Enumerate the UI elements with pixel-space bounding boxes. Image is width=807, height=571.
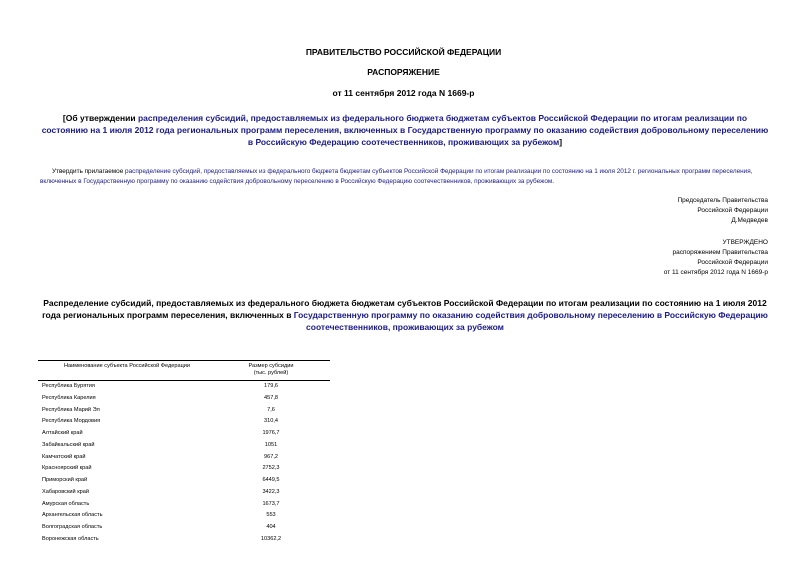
document-type-heading: РАСПОРЯЖЕНИЕ xyxy=(367,67,440,77)
table-row xyxy=(38,522,330,534)
region-column-header: Наименование субъекта Российской Федерации xyxy=(38,361,212,381)
approved-country: Российской Федерации xyxy=(697,259,768,266)
amount-cell: 179,6 xyxy=(264,383,278,389)
region-cell: Забайкальский край xyxy=(42,441,95,448)
amount-cell: 1673,7 xyxy=(262,500,280,507)
table-row xyxy=(38,428,330,440)
region-cell: Республика Карелия xyxy=(42,394,96,401)
signature-country: Российской Федерации xyxy=(697,207,768,214)
amount-cell: 1051 xyxy=(264,441,278,448)
approved-by: распоряжением Правительства xyxy=(672,249,768,256)
approved-date: от 11 сентября 2012 года N 1669-р xyxy=(663,269,768,276)
region-cell: Камчатский край xyxy=(42,453,86,460)
table-row xyxy=(38,510,330,522)
table-row xyxy=(38,463,330,475)
table-row xyxy=(38,381,330,393)
approval-prefix: Утвердить прилагаемое xyxy=(52,168,126,175)
amount-cell: 3422,3 xyxy=(262,488,280,495)
region-cell: Алтайский край xyxy=(42,430,83,436)
signature-name: Д.Медведев xyxy=(731,217,768,224)
table-row xyxy=(38,440,330,452)
region-cell: Воронежская область xyxy=(42,535,99,542)
amount-cell: 7,6 xyxy=(267,406,275,413)
approved-block xyxy=(664,238,768,278)
amount-column-header xyxy=(212,361,330,381)
region-cell: Архангельская область xyxy=(42,512,103,519)
approval-suffix: . xyxy=(552,178,555,185)
table-row xyxy=(38,534,330,546)
amount-cell: 457,8 xyxy=(264,394,278,401)
document-date: от 11 сентября 2012 года N 1669-р xyxy=(332,88,475,98)
amount-cell: 1976,7 xyxy=(262,430,280,436)
distribution-title-link[interactable]: Государственную программу по оказанию содействия добровольному переселению в Российскую Федерацию соотечественников, проживающих за рубежом xyxy=(293,310,768,332)
amount-cell: 967,2 xyxy=(264,453,278,460)
title-prefix: [Об утверждении xyxy=(62,113,138,123)
table-row xyxy=(38,416,330,428)
region-cell: Республика Мордовия xyxy=(42,418,101,425)
amount-cell: 6449,5 xyxy=(262,477,280,483)
region-cell: Республика Марий Эл xyxy=(42,406,100,413)
amount-cell: 404 xyxy=(266,524,276,530)
distribution-title xyxy=(40,297,770,333)
document-title xyxy=(40,112,770,148)
signature-block xyxy=(677,196,768,226)
approved-label: УТВЕРЖДЕНО xyxy=(722,239,768,246)
amount-cell: 310,4 xyxy=(264,418,278,425)
approval-link[interactable]: распределение субсидий, предоставляемых из федерального бюджета бюджетам субъектов Российской Федерации по итогам реализации по состоянию на 1 июля 2012 г. региональных программ переселения, включенных в Государственную программу по оказанию содействия добровольному переселению в Российскую Федерацию соотечественников, проживающих за рубежом xyxy=(40,168,753,185)
amount-cell: 10362,2 xyxy=(260,535,282,542)
approval-paragraph xyxy=(40,167,780,187)
amount-cell: 2752,3 xyxy=(262,465,280,472)
amount-header-line2: (тыс. рублей) xyxy=(253,370,289,376)
title-link[interactable]: распределения субсидий, предоставляемых из федерального бюджета бюджетам субъектов Российской Федерации по итогам реализации по состоянию на 1 июля 2012 года региональных программ переселения, включенных в Государственную программу по оказанию содействия добровольному переселению в Российскую Федерацию соотечественников, проживающих за рубежом xyxy=(41,113,769,147)
amount-cell: 553 xyxy=(266,512,276,519)
table-row xyxy=(38,475,330,487)
table-header-row xyxy=(38,361,330,381)
government-heading: ПРАВИТЕЛЬСТВО РОССИЙСКОЙ ФЕДЕРАЦИИ xyxy=(305,47,502,57)
table-row xyxy=(38,499,330,511)
table-row xyxy=(38,405,330,417)
table-row xyxy=(38,393,330,405)
amount-header-line1: Размер субсидии xyxy=(248,363,294,369)
region-cell: Приморский край xyxy=(42,477,88,483)
table-row xyxy=(38,452,330,464)
distribution-title-text: Распределение субсидий, предоставляемых из федерального бюджета бюджетам субъектов Российской Федерации по итогам реализации по состоянию на 1 июля 2012 года региональных программ переселения, включенных в xyxy=(42,298,767,320)
subsidy-table xyxy=(38,360,330,546)
region-cell: Республика Бурятия xyxy=(42,383,95,389)
table-body xyxy=(38,381,330,546)
region-cell: Волгоградская область xyxy=(42,524,103,530)
region-cell: Красноярский край xyxy=(42,465,92,472)
signature-position: Председатель Правительства xyxy=(677,197,768,204)
title-suffix: ] xyxy=(559,137,563,147)
table-row xyxy=(38,487,330,499)
region-cell: Амурская область xyxy=(42,500,90,507)
region-cell: Хабаровский край xyxy=(42,488,90,495)
